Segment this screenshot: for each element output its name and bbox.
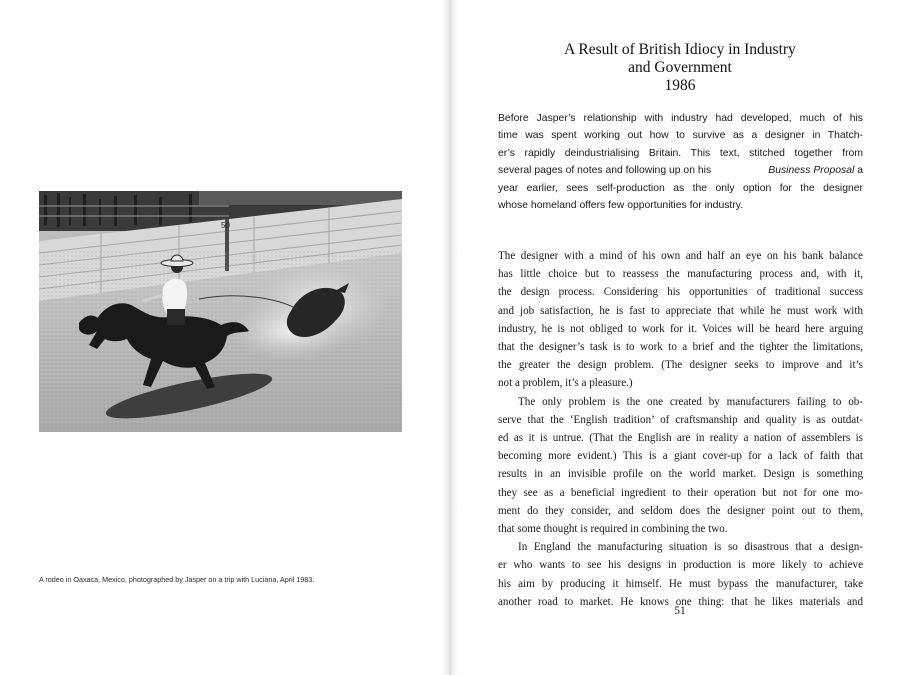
intro-paragraph	[498, 110, 863, 214]
body-line: serve that the ‘English tradition’ of craftsmanship and quality is as outdat-	[498, 413, 863, 426]
body-line: not a problem, it’s a pleasure.)	[498, 377, 633, 390]
body-text	[498, 247, 863, 611]
body-line: another road to market. He knows one thing: that he likes materials and	[498, 595, 863, 608]
chapter-title	[480, 41, 880, 95]
body-line: that some thought is required in combining the two.	[498, 523, 728, 536]
photo-sign-text: 50	[221, 221, 230, 230]
body-line: the design process. Considering his opportunities of traditional success	[498, 286, 863, 299]
rodeo-photograph	[39, 191, 402, 432]
intro-line: er’s rapidly deindustrialising Britain. This text, stitched together from	[498, 147, 863, 159]
body-line: The designer with a mind of his own and half an eye on his bank balance	[498, 250, 863, 262]
body-line: The only problem is the one created by manufacturers failing to ob-	[518, 395, 863, 408]
chapter-title-line-2: and Government	[628, 59, 732, 76]
body-line: becoming more evident.) This is a giant cover-up for a lack of faith that	[498, 450, 863, 463]
photo-caption: A rodeo in Oaxaca, Mexico, photographed by Jasper on a trip with Luciana, April 1983.	[39, 575, 315, 584]
intro-italic-title: Business Proposal	[768, 165, 855, 177]
body-line: has little choice but to reassess the manufacturing process and, with it,	[498, 268, 863, 281]
body-line: ed as it is untrue. (That the English are in reality a nation of assemblers is	[498, 432, 863, 445]
intro-line-text: several pages of notes and following up on his	[498, 165, 712, 177]
body-line: the greater the design problem. (The designer seeks to improve and it’s	[498, 359, 863, 372]
rodeo-photo-drawing	[39, 191, 402, 432]
body-line: that the designer’s task is to work to a brief and the tighter the limitations,	[498, 341, 863, 354]
intro-line: whose homeland offers few opportunities for industry.	[498, 200, 744, 212]
chapter-title-line-1: A Result of British Idiocy in Industry	[564, 41, 796, 58]
body-line: industry, he is not obliged to work for it. Voices will be heard here arguing	[498, 322, 863, 335]
body-line: and job satisfaction, he is fast to appreciate that while he must work with	[498, 304, 863, 317]
body-line: they see as a beneficial ingredient to their operation but not for one mo-	[498, 486, 863, 499]
intro-line-tail: a	[857, 165, 863, 177]
book-gutter	[442, 0, 458, 675]
body-line: er who wants to see his designs in production is more likely to achieve	[498, 559, 863, 572]
intro-line-with-italic	[498, 162, 863, 179]
intro-line: Before Jasper’s relationship with industry had developed, much of his	[498, 113, 863, 124]
intro-line: year earlier, sees self-production as the only option for the designer	[498, 182, 863, 194]
body-line: ment do they consider, and seldom does the designer point out to them,	[498, 504, 863, 517]
body-line: results in an invisible profile on the world market. Design is something	[498, 468, 863, 481]
page-number: 51	[674, 605, 686, 617]
intro-line: time was spent working out how to survive as a designer in Thatch-	[498, 130, 863, 142]
body-line: his aim by producing it himself. He must bypass the manufacturer, take	[498, 577, 863, 590]
body-line: In England the manufacturing situation is so disastrous that a design-	[518, 541, 863, 554]
chapter-title-year: 1986	[664, 77, 696, 94]
